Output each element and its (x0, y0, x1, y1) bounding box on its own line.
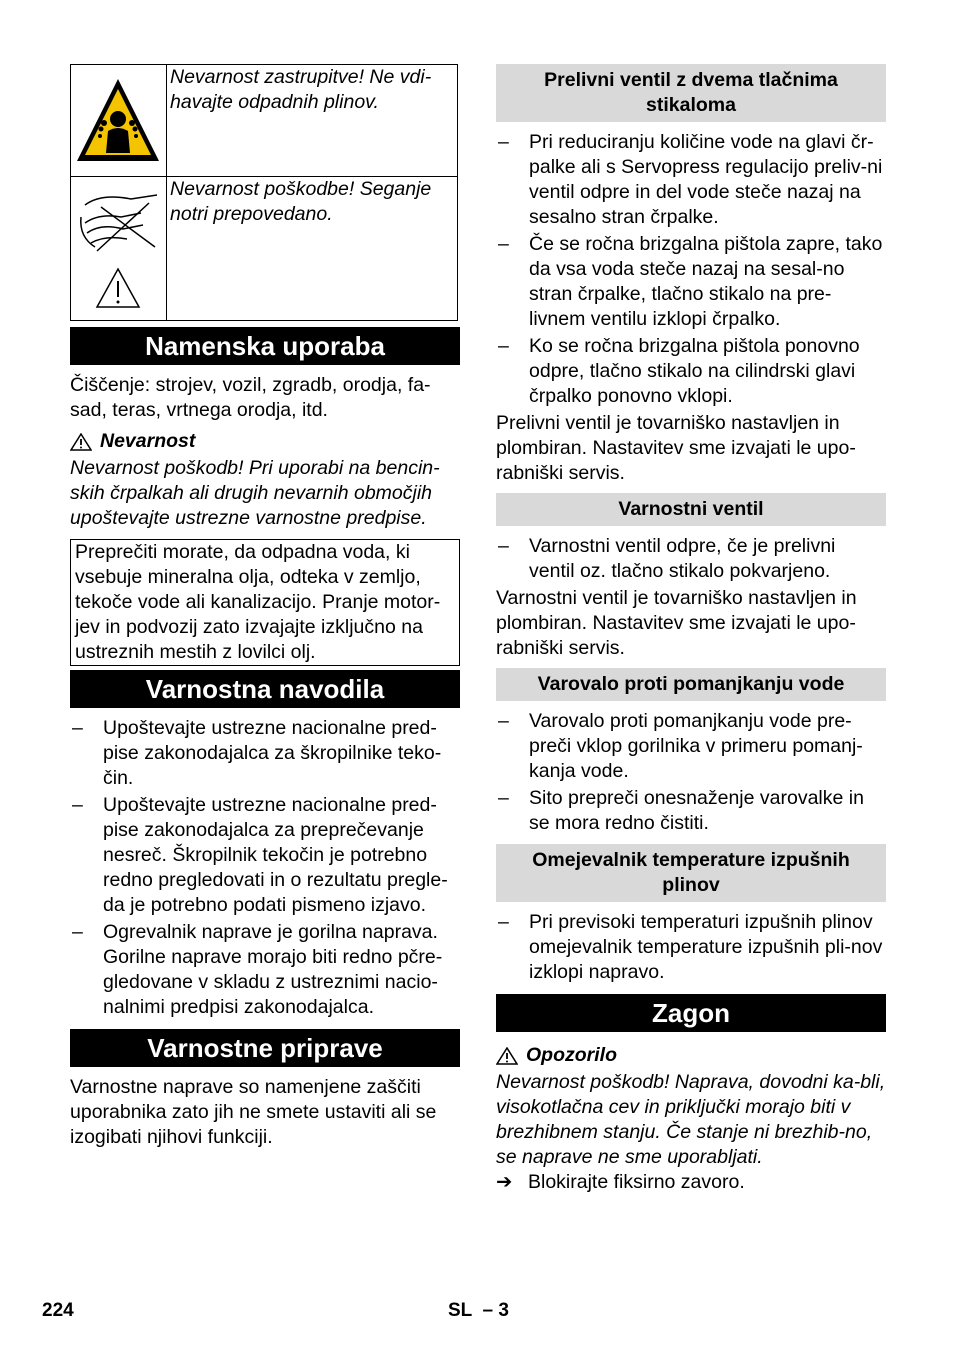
overflow-valve-note: Prelivni ventil je tovarniško nastavljen in plombiran. Nastavitev sme izvajati le upo-rabniški servis. (496, 412, 856, 484)
section-heading-startup: Zagon (496, 994, 886, 1032)
list-item: – Upoštevajte ustrezne nacionalne pred-pise zakonodajalca za preprečevanje nesreč. Škropilnik tekočin je potrebno redno pregledovati in o rezultatu preglе-da je potrebno podati pismeno izjavo. (70, 793, 460, 918)
action-text: Blokirajte fiksirno zavoro. (528, 1171, 745, 1193)
toxic-gas-warning-icon (71, 65, 165, 169)
subheading-exhaust-temperature-limiter: Omejevalnik temperature izpušnih plinov (496, 844, 886, 902)
danger-heading (70, 429, 460, 454)
warning-icon-cell (71, 65, 167, 177)
subheading-water-shortage-protection: Varovalo proti pomanjkanju vode (496, 668, 886, 701)
language-page-label: SL – 3 (448, 1300, 509, 1321)
section-heading-intended-use: Namenska uporaba (70, 327, 460, 365)
list-item: – Upoštevajte ustrezne nacionalne pred-pise zakonodajalca za škropilnike teko-čin. (70, 716, 460, 791)
danger-text: Nevarnost poškodb! Pri uporabi na bencin-skih črpalkah ali drugih nevarnih območjih upoštevajte ustrezne varnostne predpise. (70, 457, 440, 529)
section-heading-safety-instructions: Varnostna navodila (70, 670, 460, 708)
page-number: 224 (42, 1300, 74, 1321)
action-step (496, 1170, 886, 1195)
section-heading-safety-devices: Varnostne priprave (70, 1029, 460, 1067)
warning-triangle-icon (496, 1047, 518, 1065)
warning-label: Opozorilo (526, 1044, 617, 1066)
safety-instructions-list (70, 716, 460, 1020)
list-item: – Sito prepreči onesnaženje varovalke in se mora redno čistiti. (496, 786, 886, 836)
left-column (70, 64, 460, 1150)
right-column (496, 64, 886, 1195)
intended-use-text: Čiščenje: strojev, vozil, zgradb, orodja, fa-sad, teras, vrtnega orodja, itd. (70, 374, 431, 421)
safety-devices-text: Varnostne naprave so namenjene zaščiti uporabnika zato jih ne smete ustaviti ali se izogibati njihovi funkciji. (70, 1076, 437, 1148)
danger-label: Nevarnost (100, 430, 196, 452)
warning-text: Nevarnost poškodb! Naprava, dovodni ka-bli, visokotlačna cev in priključki morajo biti v brezhibnem stanju. Če stanje ni brezhib-no, se naprave ne sme uporabljati. (496, 1071, 886, 1168)
warning-row (71, 65, 458, 177)
warning-row (71, 177, 458, 321)
list-item: – Ogrevalnik naprave je gorilna naprava. Gorilne naprave morajo biti redno pčre-gledovane v skladu z ustreznimi nacio-nalnimi predpisi zakonodajalca. (70, 920, 460, 1020)
no-reaching-inside-hand-icon (71, 177, 165, 313)
warning-triangle-icon (70, 433, 92, 451)
warning-symbols-table (70, 64, 458, 321)
environment-note-text: Preprečiti morate, da odpadna voda, ki vsebuje mineralna olja, odteka v zemljo, tekoče vode ali kanalizacijo. Pranje motor-jev in podvozij zato izvajajte izključno na ustreznih mestih z lovilci olj. (75, 541, 441, 663)
list-item: – Pri previsoki temperaturi izpušnih plinov omejevalnik temperature izpušnih pli-nov izklopi napravo. (496, 910, 886, 985)
water-shortage-list (496, 709, 886, 836)
environment-note-box (70, 539, 460, 666)
subheading-safety-valve: Varnostni ventil (496, 493, 886, 526)
warning-text-cell: Nevarnost zastrupitve! Ne vdi-havajte odpadnih plinov. (167, 65, 458, 177)
subheading-overflow-valve: Prelivni ventil z dvema tlačnima stikaloma (496, 64, 886, 122)
list-item: – Ko se ročna brizgalna pištola ponovno odpre, tlačno stikalo na cilindrski glavi črpalko ponovno vklopi. (496, 334, 886, 409)
overflow-valve-list (496, 130, 886, 409)
warning-icon-cell (71, 177, 167, 321)
safety-valve-list (496, 534, 886, 584)
warning-heading (496, 1043, 886, 1068)
exhaust-limiter-list (496, 910, 886, 985)
safety-valve-note: Varnostni ventil je tovarniško nastavljen in plombiran. Nastavitev sme izvajati le upo-rabniški servis. (496, 587, 857, 659)
list-item: – Pri reduciranju količine vode na glavi čr-palke ali s Servopress regulacijo preliv-ni ventil odpre in del vode steče nazaj na sesalno stran črpalke. (496, 130, 886, 230)
list-item: – Če se ročna brizgalna pištola zapre, tako da vsa voda steče nazaj na sesal-no stran črpalke, tlačno stikalo na pre-livnem ventilu izklopi črpalko. (496, 232, 886, 332)
arrow-right-icon: ➔ (496, 1171, 513, 1193)
warning-text-cell: Nevarnost poškodbe! Seganje notri prepovedano. (167, 177, 458, 321)
list-item: – Varnostni ventil odpre, če je prelivni ventil oz. tlačno stikalo pokvarjeno. (496, 534, 886, 584)
list-item: – Varovalo proti pomanjkanju vode pre-preči vklop gorilnika v primeru pomanj-kanja vode. (496, 709, 886, 784)
